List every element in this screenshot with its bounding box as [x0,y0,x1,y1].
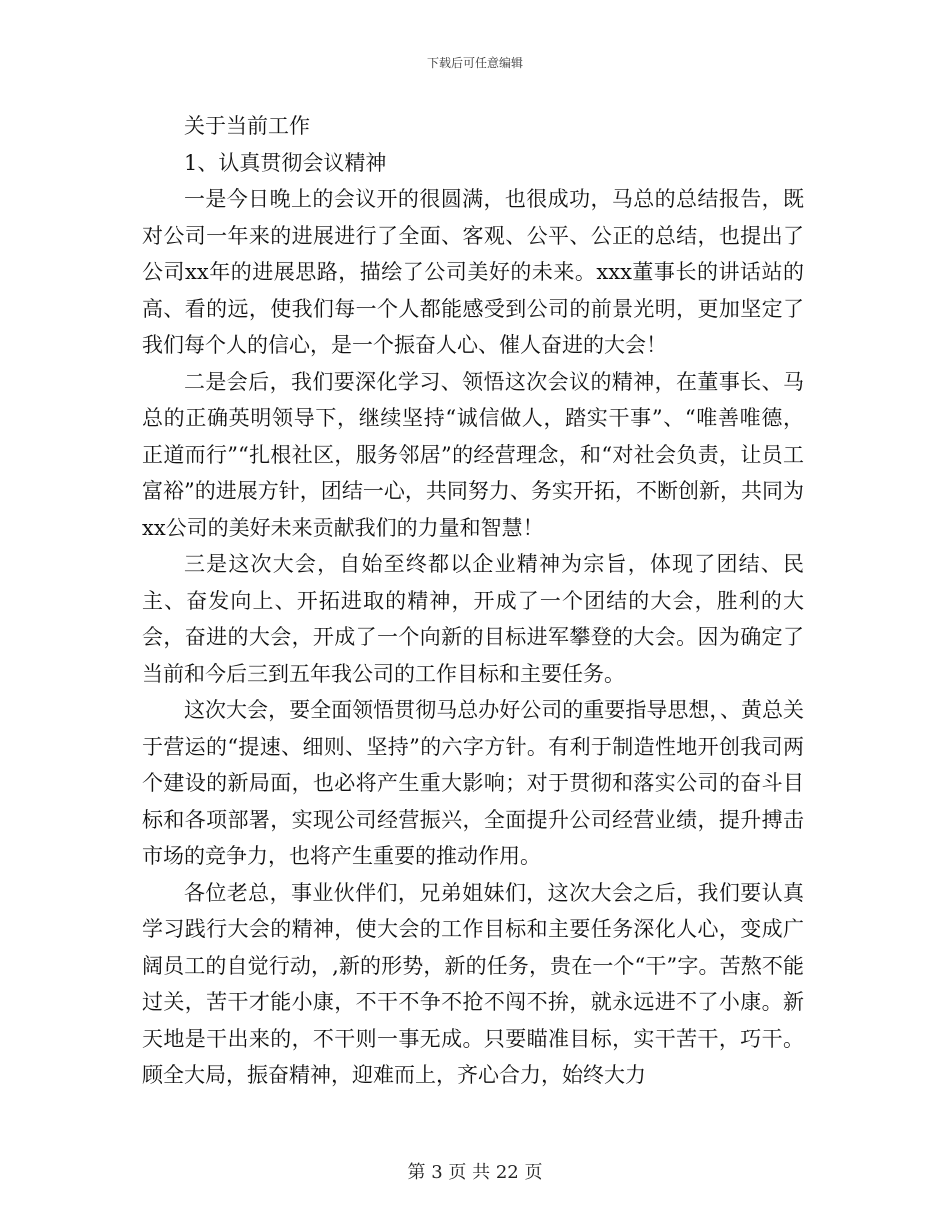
header-note: 下载后可任意编辑 [426,56,523,70]
paragraph-3: 三是这次大会，自始至终都以企业精神为宗旨，体现了团结、民主、奋发向上、开拓进取的精神，开成了一个团结的大会，胜利的大会，奋进的大会，开成了一个向新的目标进军攀登的大会。因为确定了当前和今后三到五年我公司的工作目标和主要任务。 [142,552,804,686]
paragraph-5: 各位老总，事业伙伴们，兄弟姐妹们，这次大会之后，我们要认真学习践行大会的精神，使大会的工作目标和主要任务深化人心，变成广阔员工的自觉行动，,新的形势，新的任务，贵在一个“干”字。苦熬不能过关，苦干才能小康，不干不争不抢不闯不拚，就永远进不了小康。新天地是干出来的，不干则一事无成。只要瞄准目标，实干苦干，巧干。顾全大局，振奋精神，迎难而上，齐心合力，始终大力 [142,880,804,1087]
paragraph-1: 一是今日晚上的会议开的很圆满，也很成功，马总的总结报告，既对公司一年来的进展进行了全面、客观、公平、公正的总结，也提出了公司xx年的进展思路，描绘了公司美好的未来。xxx董事长的讲话站的高、看的远，使我们每一个人都能感受到公司的前景光明，更加坚定了我们每个人的信心，是一个振奋人心、催人奋进的大会！ [142,187,804,357]
paragraph-4: 这次大会，要全面领悟贯彻马总办好公司的重要指导思想，、黄总关于营运的“提速、细则、坚持”的六字方针。有利于制造性地开创我司两个建设的新局面，也必将产生重大影响；对于贯彻和落实公司的奋斗目标和各项部署，实现公司经营振兴，全面提升公司经营业绩，提升搏击市场的竞争力，也将产生重要的推动作用。 [142,698,804,868]
document-body [142,108,804,1094]
paragraph-2: 二是会后，我们要深化学习、领悟这次会议的精神，在董事长、马总的正确英明领导下，继续坚持“诚信做人，踏实干事”、“唯善唯德，正道而行”“扎根社区，服务邻居”的经营理念，和“对社会负责，让员工富裕”的进展方针，团结一心，共同努力、务实开拓，不断创新，共同为xx公司的美好未来贡献我们的力量和智慧！ [142,369,804,540]
page-number-footer: 第 3 页 共 22 页 [407,1162,543,1183]
document-title: 关于当前工作 [184,114,310,138]
section-heading: 1、认真贯彻会议精神 [184,150,387,175]
